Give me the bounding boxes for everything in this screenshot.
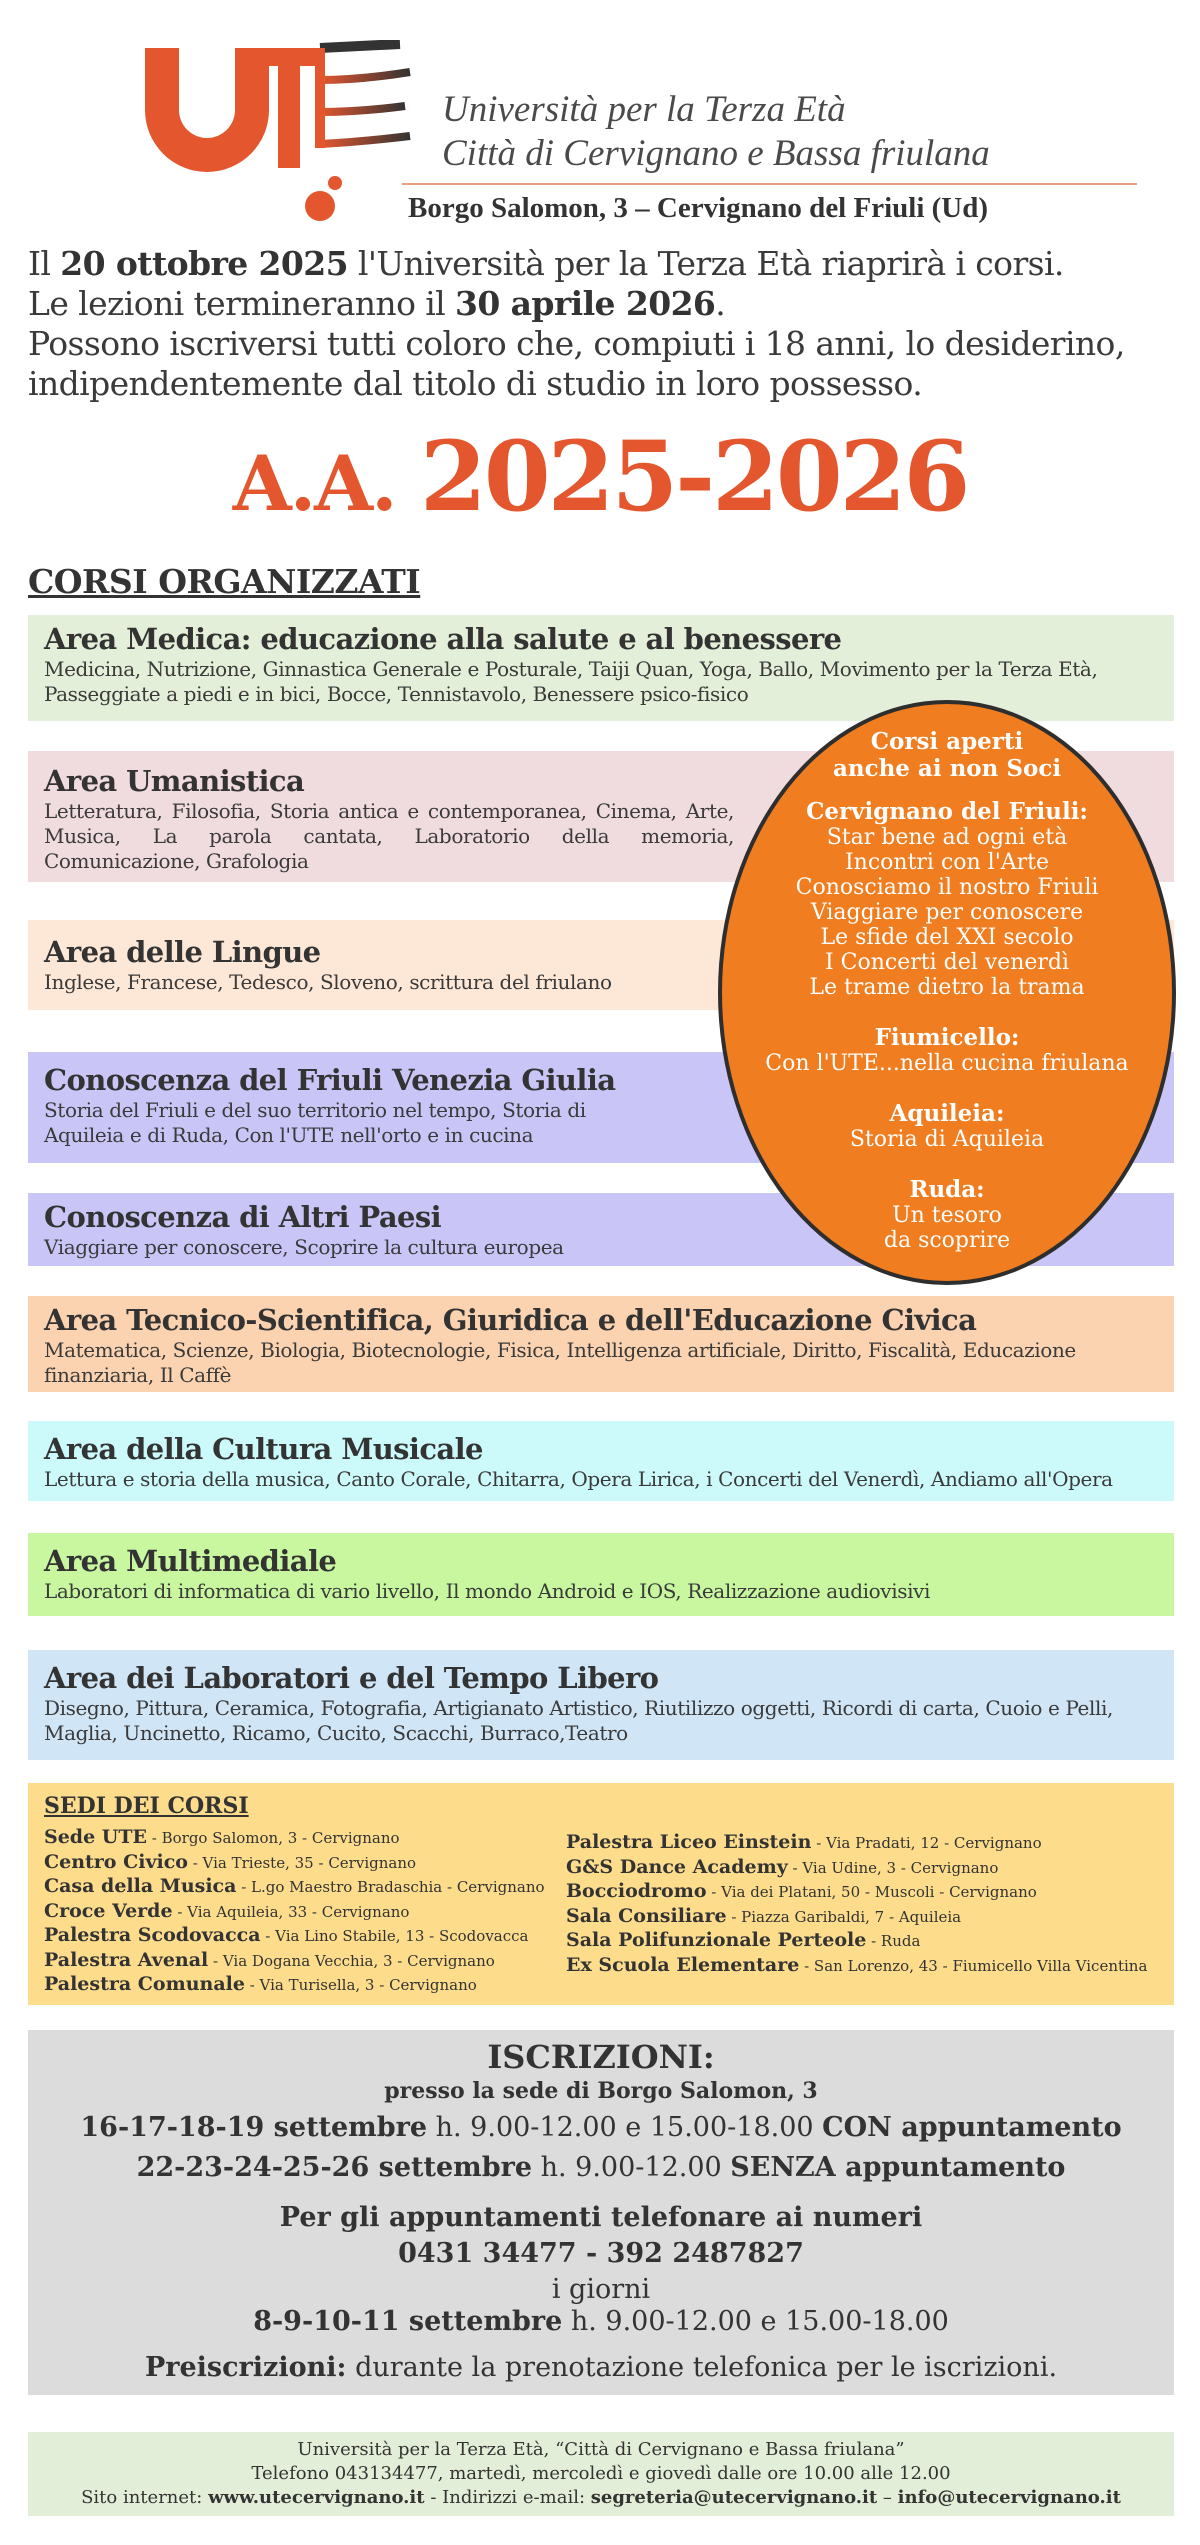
oval-item: Le sfide del XXI secolo (820, 925, 1074, 950)
footer-org: Università per la Terza Età, “Città di Cervignano e Bassa friulana” (297, 2439, 905, 2460)
oval-item: Storia di Aquileia (849, 1127, 1045, 1152)
intro-line-3: Possono iscriversi tutti coloro che, compiuti i 18 anni, lo desiderino, indipendentemente dal titolo di studio in loro possesso. (28, 324, 1125, 403)
mail-separator: – (877, 2487, 898, 2508)
header-divider (402, 183, 1137, 185)
area-title: Area Medica: educazione alla salute e al benessere (44, 622, 842, 656)
location-address: - Via Dogana Vecchia, 3 - Cervignano (208, 1951, 495, 1970)
area-title: Area della Cultura Musicale (44, 1432, 483, 1466)
site-label: Sito internet: (81, 2487, 209, 2508)
oval-item: Viaggiare per conoscere (810, 900, 1084, 925)
oval-head: anche ai non Soci (832, 755, 1062, 782)
location-address: - Via Pradati, 12 - Cervignano (811, 1834, 1042, 1852)
intro-p1-post: l'Università per la Terza Età riaprirà i corsi. (348, 244, 1064, 283)
days-label: i giorni (551, 2274, 651, 2305)
location-address: - Via Turisella, 3 - Cervignano (244, 1976, 477, 1994)
area-desc: Matematica, Scienze, Biologia, Biotecnologie, Fisica, Intelligenza artificiale, Diritto, Fiscalità, Educazione finanziaria, Il Caffè (44, 1338, 1076, 1387)
area-title: Area Tecnico-Scientifica, Giuridica e dell'Educazione Civica (44, 1303, 977, 1337)
oval-item: Le trame dietro la trama (809, 975, 1085, 1000)
end-date: 30 aprile 2026 (455, 284, 716, 323)
area-tecnico-scientifica (28, 1296, 1174, 1392)
registration-hours: h. 9.00-12.00 e 15.00-18.00 (427, 2112, 823, 2143)
area-desc: Medicina, Nutrizione, Ginnastica Generale e Posturale, Taiji Quan, Yoga, Ballo, Movimento per la Terza Età, Passeggiate a piedi e in bici, Bocce, Tennistavolo, Benessere psico-fisico (44, 657, 1098, 706)
location-row (566, 1856, 1147, 1881)
location-row (44, 1949, 545, 1974)
location-address: - Piazza Garibaldi, 7 - Aquileia (726, 1907, 962, 1926)
location-name: Ex Scuola Elementare (566, 1953, 800, 1976)
location-address: - Via Aquileia, 33 - Cervignano (172, 1902, 410, 1921)
location-row (44, 1826, 545, 1851)
location-row (566, 1954, 1147, 1979)
registration-line-3 (28, 2306, 1174, 2337)
locations-title: SEDI DEI CORSI (44, 1793, 249, 1819)
registration-dates: 8-9-10-11 settembre (253, 2306, 563, 2337)
location-address: - Via Lino Stabile, 13 - Scodovacca (260, 1927, 529, 1945)
area-title: Area delle Lingue (44, 935, 321, 969)
intro-text (28, 244, 1188, 404)
location-name: Palestra Comunale (44, 1973, 245, 1995)
intro-line-2 (28, 284, 1188, 324)
location-name: Casa della Musica (44, 1875, 237, 1897)
email-segreteria-link[interactable]: segreteria@utecervignano.it (590, 2487, 878, 2508)
location-row (44, 1851, 545, 1876)
location-name: Centro Civico (44, 1850, 188, 1873)
preregistration-label: Preiscrizioni: (144, 2352, 347, 2383)
registration-line-1 (28, 2112, 1174, 2143)
locations-right (566, 1831, 1147, 1978)
registration-hours: h. 9.00-12.00 e 15.00-18.00 (562, 2306, 949, 2337)
area-multimediale (28, 1533, 1174, 1616)
location-name: Sala Consiliare (566, 1904, 727, 1927)
registration-dates: 16-17-18-19 settembre (80, 2112, 428, 2143)
footer-phone: Telefono 043134477, martedì, mercoledì e giovedì dalle ore 10.00 alle 12.00 (251, 2463, 951, 2484)
location-row (44, 1875, 545, 1900)
area-desc: Disegno, Pittura, Ceramica, Fotografia, Artigianato Artistico, Riutilizzo oggetti, Ricordi di carta, Cuoio e Pelli, Maglia, Uncinetto, Ricamo, Cucito, Scacchi, Burraco,Teatro (44, 1696, 1113, 1745)
location-address: - Via dei Platani, 50 - Muscoli - Cervignano (706, 1883, 1037, 1901)
oval-item: Con l'UTE...nella cucina friulana (765, 1051, 1129, 1076)
area-desc: Viaggiare per conoscere, Scoprire la cultura europea (44, 1235, 564, 1259)
oval-item: Conosciamo il nostro Friuli (795, 875, 1099, 900)
oval-aquileia-head: Aquileia: (889, 1100, 1005, 1127)
academic-year-value: 2025-2026 (420, 420, 968, 533)
area-desc: Inglese, Francese, Tedesco, Sloveno, scrittura del friulano (44, 970, 612, 994)
start-date: 20 ottobre 2025 (60, 244, 348, 283)
header-address: Borgo Salomon, 3 – Cervignano del Friuli (Ud) (408, 192, 989, 224)
courses-title: CORSI ORGANIZZATI (28, 562, 421, 601)
academic-year-prefix: A.A. (232, 439, 421, 528)
open-courses-oval (718, 700, 1176, 1285)
oval-fiumicello-head: Fiumicello: (874, 1024, 1020, 1051)
location-name: Sala Polifunzionale Perteole (566, 1929, 867, 1951)
location-address: - Borgo Salomon, 3 - Cervignano (147, 1829, 400, 1847)
preregistration-line (28, 2352, 1174, 2383)
location-name: Palestra Liceo Einstein (566, 1831, 812, 1853)
location-name: Palestra Avenal (44, 1948, 209, 1971)
area-desc: Letteratura, Filosofia, Storia antica e contemporanea, Cinema, Arte, Musica, La parola cantata, Laboratorio della memoria, Comunicazione, Grafologia (44, 799, 734, 873)
preregistration-text: durante la prenotazione telefonica per le iscrizioni. (346, 2352, 1058, 2383)
intro-p2-pre: Le lezioni termineranno il (28, 284, 456, 323)
location-row (44, 1973, 545, 1998)
university-name: Università per la Terza Età (442, 89, 846, 130)
location-row (566, 1905, 1147, 1930)
registration-box (28, 2030, 1174, 2395)
oval-item: Un tesoro (892, 1203, 1002, 1228)
oval-item: Incontri con l'Arte (844, 850, 1050, 875)
registration-mode: CON appuntamento (822, 2112, 1122, 2143)
location-row (566, 1880, 1147, 1905)
area-laboratori (28, 1650, 1174, 1760)
area-title: Area Multimediale (44, 1544, 337, 1578)
location-name: Bocciodromo (566, 1880, 707, 1902)
phone-numbers: 0431 34477 - 392 2487827 (398, 2238, 804, 2269)
location-address: - San Lorenzo, 43 - Fiumicello Villa Vicentina (799, 1956, 1148, 1975)
location-address: - Via Trieste, 35 - Cervignano (187, 1853, 417, 1872)
oval-cervignano-head: Cervignano del Friuli: (806, 798, 1088, 825)
phone-heading: Per gli appuntamenti telefonare ai numeri (279, 2202, 923, 2233)
oval-head: Corsi aperti (870, 728, 1024, 755)
location-row (566, 1929, 1147, 1954)
area-cultura-musicale (28, 1421, 1174, 1501)
registration-title: ISCRIZIONI: (487, 2038, 715, 2076)
location-name: Croce Verde (44, 1899, 173, 1922)
registration-mode: SENZA appuntamento (730, 2152, 1066, 2183)
location-row (566, 1831, 1147, 1856)
academic-year (0, 420, 1200, 533)
footer (28, 2432, 1174, 2516)
location-name: G&S Dance Academy (566, 1855, 788, 1878)
oval-item: I Concerti del venerdì (824, 950, 1070, 975)
area-desc: Laboratori di informatica di vario livello, Il mondo Android e IOS, Realizzazione audiovisivi (44, 1579, 930, 1603)
oval-item: Star bene ad ogni età (826, 825, 1068, 850)
location-name: Sede UTE (44, 1826, 147, 1848)
location-row (44, 1924, 545, 1949)
registration-hours: h. 9.00-12.00 (532, 2152, 731, 2183)
location-name: Palestra Scodovacca (44, 1924, 261, 1946)
intro-line-1 (28, 244, 1188, 284)
footer-contacts (28, 2486, 1174, 2510)
registration-subtitle: presso la sede di Borgo Salomon, 3 (384, 2078, 818, 2104)
area-title: Area dei Laboratori e del Tempo Libero (44, 1661, 659, 1695)
header (0, 0, 1200, 240)
university-city: Città di Cervignano e Bassa friulana (442, 133, 990, 174)
location-address: - Ruda (866, 1932, 921, 1950)
area-title: Area Umanistica (44, 764, 305, 798)
area-title: Conoscenza di Altri Paesi (44, 1200, 442, 1234)
ute-logo (140, 40, 420, 230)
email-info-link[interactable]: info@utecervignano.it (897, 2487, 1121, 2508)
location-address: - L.go Maestro Bradaschia - Cervignano (236, 1878, 545, 1896)
intro-p1-pre: Il (28, 244, 61, 283)
area-desc: Lettura e storia della musica, Canto Corale, Chitarra, Opera Lirica, i Concerti del Venerdì, Andiamo all'Opera (44, 1467, 1113, 1491)
area-desc: Storia del Friuli e del suo territorio nel tempo, Storia di Aquileia e di Ruda, Con l'UTE nell'orto e in cucina (44, 1098, 586, 1147)
registration-dates: 22-23-24-25-26 settembre (136, 2152, 533, 2183)
locations-left (44, 1826, 545, 1998)
website-link[interactable]: www.utecervignano.it (208, 2487, 425, 2508)
intro-p2-post: . (715, 284, 726, 323)
oval-item: da scoprire (883, 1228, 1011, 1253)
oval-ruda-head: Ruda: (909, 1176, 985, 1203)
location-address: - Via Udine, 3 - Cervignano (787, 1858, 999, 1877)
course-locations (28, 1783, 1174, 2005)
mail-label: - Indirizzi e-mail: (424, 2487, 591, 2508)
registration-line-2 (28, 2152, 1174, 2183)
location-row (44, 1900, 545, 1925)
area-title: Conoscenza del Friuli Venezia Giulia (44, 1063, 616, 1097)
